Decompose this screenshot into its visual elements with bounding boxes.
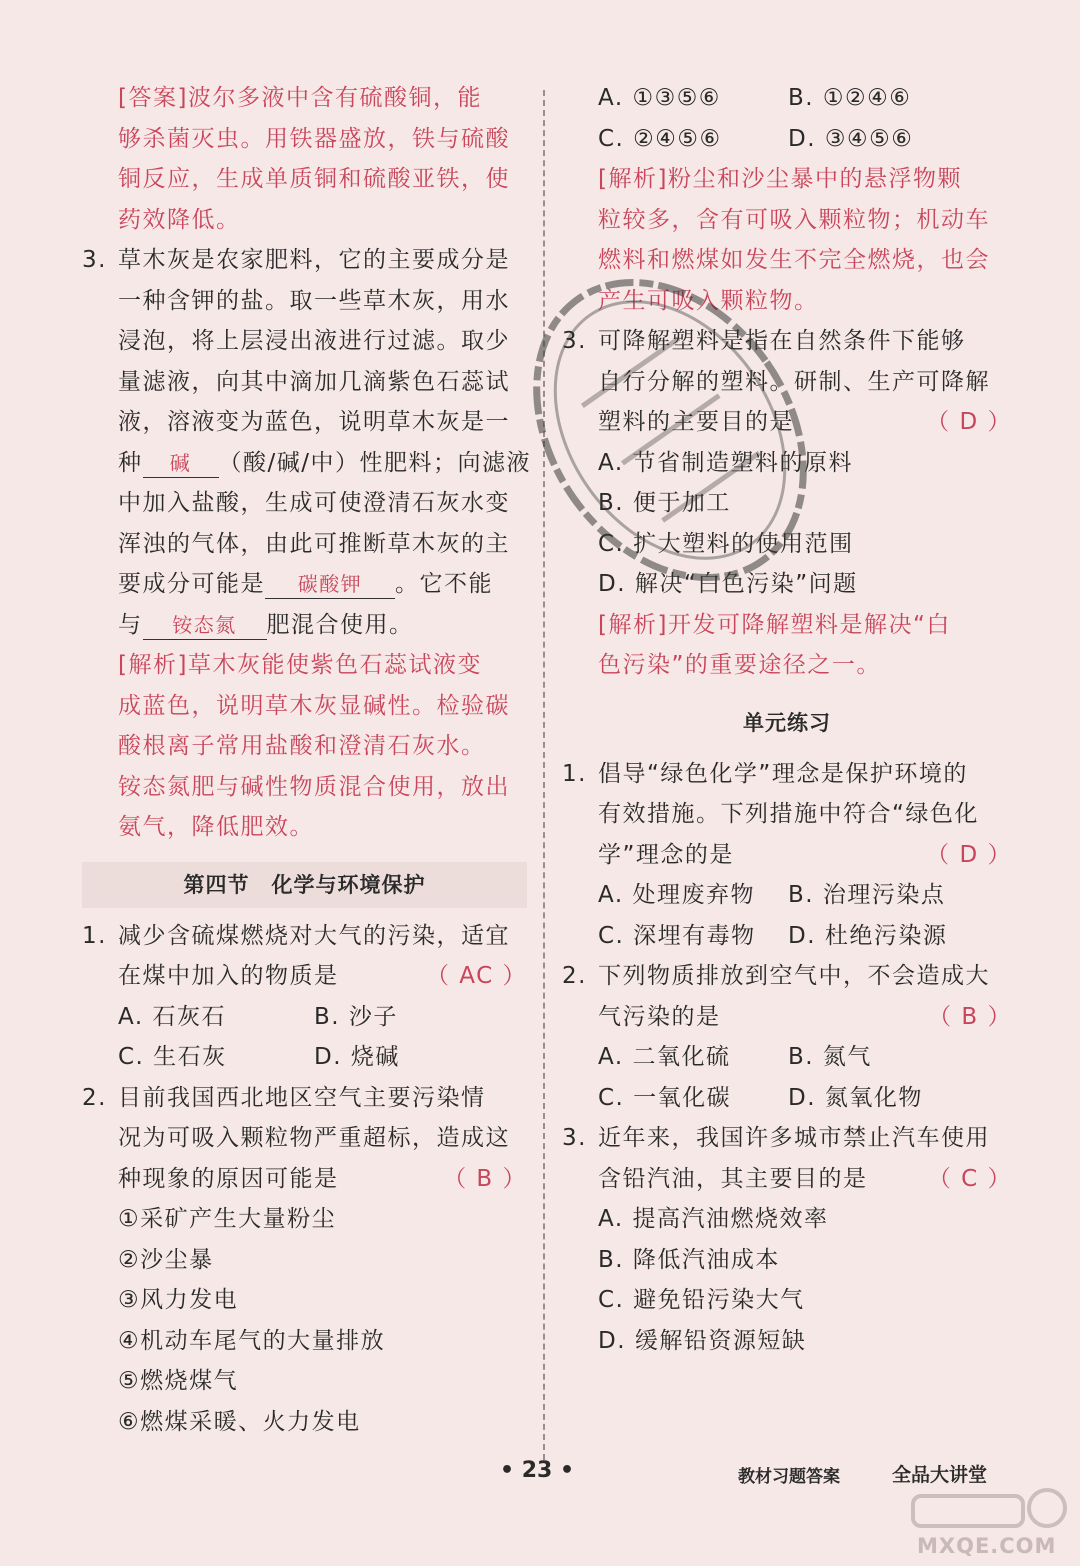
section-question-2 [82,1078,527,1443]
analysis-line: [解析]粉尘和沙尘暴中的悬浮物颗 [598,166,962,192]
answer-block [82,78,527,240]
answer-choice: （ AC ） [425,963,527,989]
analysis-line: 成蓝色，说明草木灰显碱性。检验碳 [118,692,510,719]
question-number: 1. [562,760,587,787]
answer-line: 够杀菌灭虫。用铁器盛放，铁与硫酸 [118,125,510,152]
options-row [562,875,1012,916]
option-c: C. ②④⑤⑥ [598,125,722,152]
left-column [82,78,531,1442]
site-watermark [895,1488,1075,1564]
option-b: B. 降低汽油成本 [598,1246,780,1273]
options-row [82,997,527,1038]
question-line: 种现象的原因可能是 （ B ） [82,1159,527,1200]
option-b: B. 便于加工 [598,490,731,516]
option-d: D. ③④⑤⑥ [788,125,914,152]
option-d: D. 氮氧化物 [788,1084,923,1111]
analysis-line: 燃料和燃煤如发生不完全燃烧，也会 [598,247,990,273]
question-line: 自行分解的塑料。研制、生产可降解 [598,368,990,395]
analysis-line: 产生可吸入颗粒物。 [598,287,819,314]
option-c: C. 避免铅污染大气 [598,1287,805,1313]
option-a: A. 提高汽油燃烧效率 [598,1206,829,1232]
answer-choice: （ B ） [928,1003,1012,1030]
question-line: 3. 草木灰是农家肥料，它的主要成分是 [82,240,527,281]
question-line: 浑浊的气体，由此可推断草木灰的主 [118,530,510,557]
question-line: 2. 目前我国西北地区空气主要污染情 [82,1078,527,1119]
options-row [562,119,1012,160]
question-line: 量滤液，向其中滴加几滴紫色石蕊试 [118,368,510,395]
question-line: 在煤中加入的物质是 （ AC ） [82,956,527,997]
analysis-block [82,645,527,848]
answer-line: 药效降低。 [118,206,241,233]
question-line: 气污染的是 （ B ） [562,997,1012,1038]
option-c: C. 一氧化碳 [598,1084,732,1111]
answer-choice: （ B ） [443,1165,527,1192]
section-title: 第四节 化学与环境保护 [82,862,527,908]
option-b: B. 治理污染点 [788,882,946,908]
question-line: 液，溶液变为蓝色，说明草木灰是一 [118,409,510,435]
options-row [562,1078,1012,1119]
answer-choice: （ D ） [926,841,1012,868]
analysis-line: 氨气，降低肥效。 [118,814,314,840]
section-question-1 [82,916,527,1078]
list-item: ⑤燃烧煤气 [118,1368,239,1394]
option-d: D. 杜绝污染源 [788,922,948,949]
option-b: B. ①②④⑥ [788,85,912,111]
question-line: 3. 可降解塑料是指在自然条件下能够 [562,321,1012,362]
option-b: B. 氮气 [788,1044,872,1070]
answer-line: [答案]波尔多液中含有硫酸铜，能 [118,85,482,111]
answer-tag: [答案] [118,85,188,111]
answer-choice: （ D ） [926,409,1012,435]
fill-blank-answer: 碳酸钾 [265,570,395,599]
fill-blank-answer: 碱 [143,449,219,478]
answer-choice: （ C ） [927,1165,1012,1192]
question-line: 1. 减少含硫煤燃烧对大气的污染，适宜 [82,916,527,957]
fill-blank-answer: 铵态氮 [143,611,267,640]
analysis-line: 铵态氮肥与碱性物质混合使用，放出 [118,773,510,800]
list-item: ③风力发电 [118,1287,239,1313]
analysis-line: 酸根离子常用盐酸和澄清石灰水。 [118,733,486,759]
list-item: ⑥燃煤采暖、火力发电 [118,1408,361,1435]
list-item: ④机动车尾气的大量排放 [118,1327,386,1354]
question-line: 2. 下列物质排放到空气中，不会造成大 [562,956,1012,997]
option-c: C. 生石灰 [118,1044,227,1070]
analysis-line: [解析]开发可降解塑料是解决“白 [598,611,951,638]
question-line: 含铅汽油，其主要目的是 （ C ） [562,1159,1012,1200]
unit-question-1 [562,754,1012,957]
list-item: ①采矿产生大量粉尘 [118,1206,337,1232]
options-row [562,916,1012,957]
question-number: 3. [562,1125,587,1151]
question-number: 3. [82,247,107,273]
option-c: C. 深埋有毒物 [598,922,756,949]
question-line: 3. 近年来，我国许多城市禁止汽车使用 [562,1118,1012,1159]
question-3 [82,240,531,645]
unit-question-2 [562,956,1012,1118]
question-line: 一种含钾的盐。取一些草木灰，用水 [118,287,510,314]
unit-question-3 [562,1118,1012,1361]
question-line: 有效措施。下列措施中符合“绿色化 [598,801,979,827]
option-c: C. 扩大塑料的使用范围 [598,530,854,557]
option-d: D. 烧碱 [314,1044,400,1070]
question-line: 塑料的主要目的是 （ D ） [562,402,1012,443]
analysis-tag: [解析] [598,166,668,192]
option-d: D. 缓解铅资源短缺 [598,1327,807,1354]
options-row [562,1037,1012,1078]
option-a: A. 处理废弃物 [598,882,755,908]
question-number: 3. [562,328,587,354]
watermark-text: MXQE.COM [917,1534,1057,1558]
question-line: 与 铵态氮 肥混合使用。 [118,611,414,638]
question-line: 学”理念的是 （ D ） [562,835,1012,876]
options-row [82,1037,527,1078]
list-item: ②沙尘暴 [118,1246,214,1273]
question-line: 1. 倡导“绿色化学”理念是保护环境的 [562,754,1012,795]
options-row [562,78,1012,119]
page-number: • 23 • [500,1458,575,1483]
question-line: 浸泡，将上层浸出液进行过滤。取少 [118,328,510,354]
analysis-tag: [解析] [598,611,668,638]
watermark-logo-icon [895,1488,1075,1538]
option-a: A. ①③⑤⑥ [598,85,721,111]
analysis-line: 粒较多，含有可吸入颗粒物；机动车 [598,206,990,233]
question-line: 中加入盐酸，生成可使澄清石灰水变 [118,490,510,516]
option-b: B. 沙子 [314,1003,398,1030]
analysis-line: [解析]草木灰能使紫色石蕊试液变 [118,652,482,678]
option-a: A. 二氧化硫 [598,1044,731,1070]
analysis-line: 色污染”的重要途径之一。 [598,652,881,678]
question-line: 种 碱 （酸/碱/中）性肥料；向滤液 [118,449,531,476]
question-number: 2. [82,1084,107,1111]
footer-brand: 全品大讲堂 [892,1464,988,1486]
question-line: 要成分可能是 碳酸钾 。它不能 [118,571,493,597]
option-a: A. 节省制造塑料的原料 [598,449,853,476]
question-line: 况为可吸入颗粒物严重超标，造成这 [118,1125,510,1151]
answer-line: 铜反应，生成单质铜和硫酸亚铁，使 [118,166,510,192]
footer-label: 教材习题答案 [738,1467,840,1487]
analysis-tag: [解析] [118,652,188,678]
unit-title: 单元练习 [743,710,831,735]
option-a: A. 石灰石 [118,1003,226,1030]
question-number: 2. [562,963,587,989]
option-d: D. 解决“白色污染”问题 [598,571,858,597]
question-number: 1. [82,922,107,949]
